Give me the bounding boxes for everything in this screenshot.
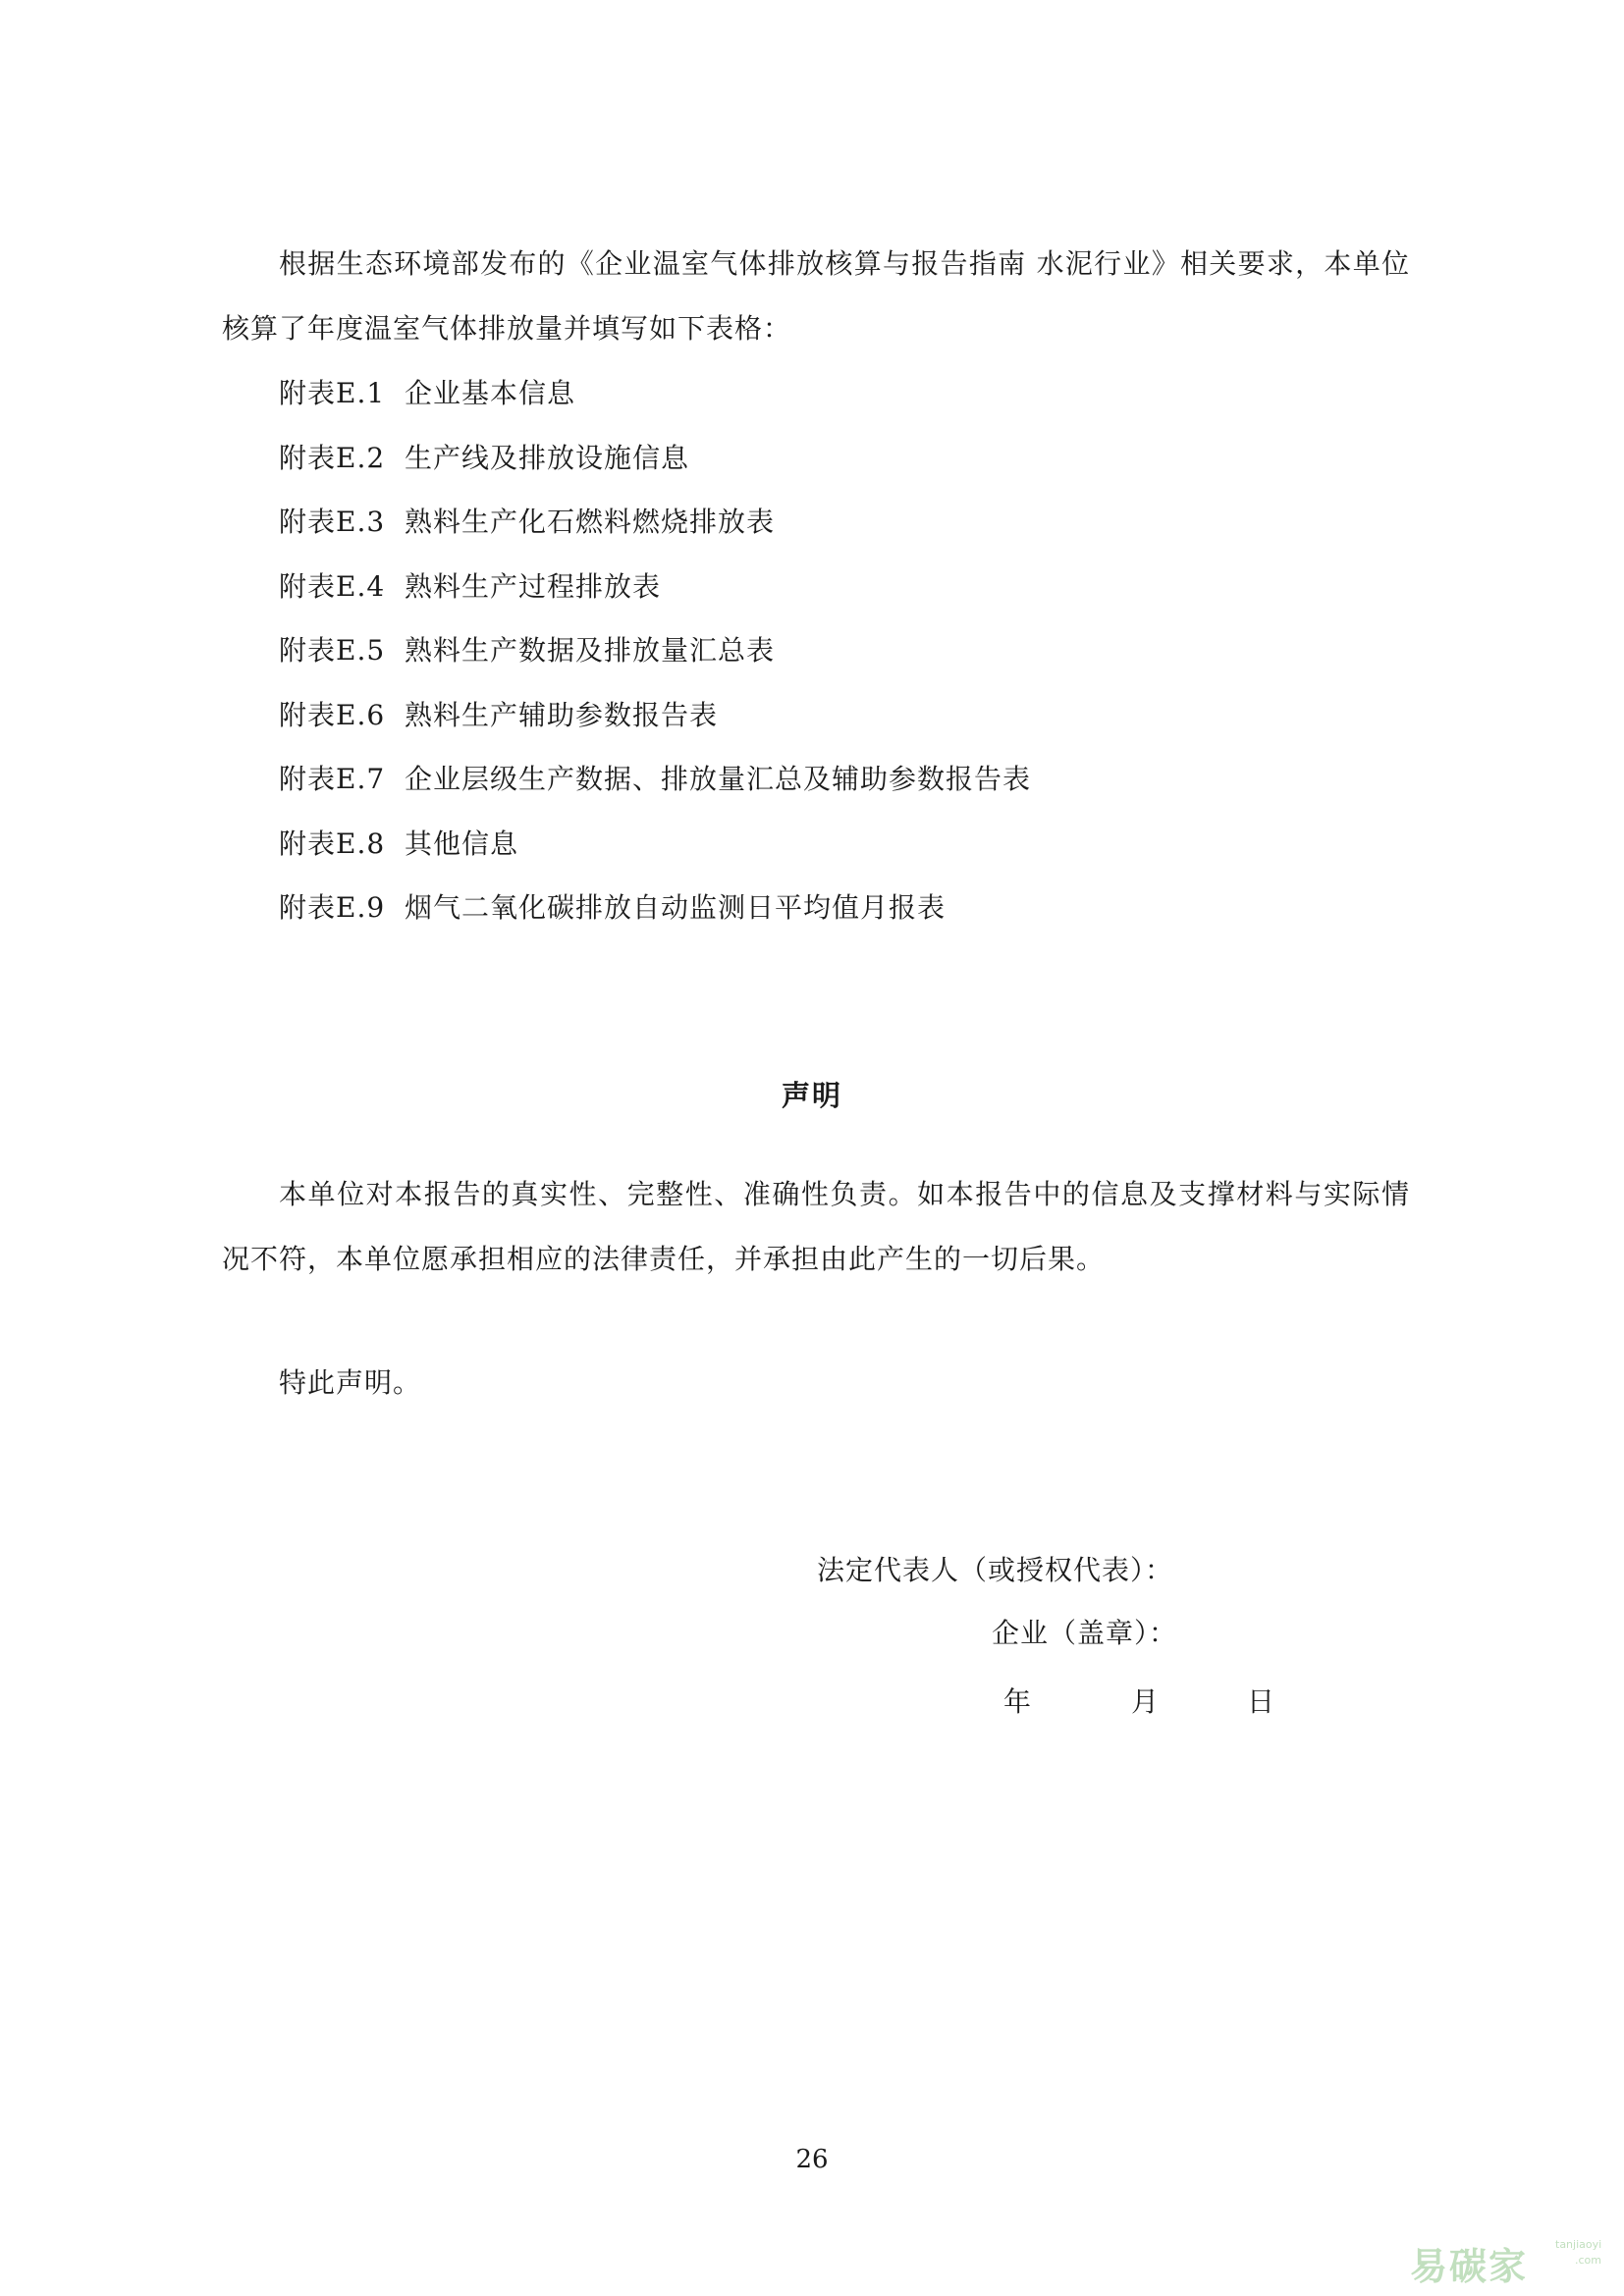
company-seal-label: 企业（盖章）： — [992, 1617, 1178, 1649]
appendix-title: 企业基本信息 — [405, 377, 576, 409]
appendix-item — [279, 490, 1031, 555]
date-month-label: 月 — [1131, 1685, 1160, 1718]
appendix-code: 附表E.5 — [279, 634, 386, 667]
watermark-domain-suffix: .com — [1575, 2254, 1601, 2267]
appendix-code: 附表E.2 — [279, 441, 386, 474]
declaration-closing: 特此声明。 — [279, 1366, 422, 1399]
representative-signature-label: 法定代表人（或授权代表）： — [817, 1554, 1174, 1586]
watermark-logo — [1410, 2232, 1606, 2288]
appendix-title: 熟料生产化石燃料燃烧排放表 — [405, 506, 776, 538]
appendix-item — [279, 812, 1031, 877]
appendix-item — [279, 361, 1031, 426]
appendix-item — [279, 747, 1031, 812]
appendix-code: 附表E.4 — [279, 569, 386, 603]
appendix-item — [279, 618, 1031, 683]
appendix-title: 熟料生产数据及排放量汇总表 — [405, 634, 776, 667]
appendix-item — [279, 555, 1031, 619]
appendix-item — [279, 876, 1031, 940]
watermark-brand: 易碳家 — [1410, 2245, 1529, 2288]
appendix-code: 附表E.8 — [279, 827, 386, 860]
appendix-list — [279, 361, 1031, 940]
appendix-title: 熟料生产过程排放表 — [405, 569, 662, 603]
appendix-title: 生产线及排放设施信息 — [405, 441, 690, 474]
appendix-code: 附表E.1 — [279, 377, 386, 409]
appendix-title: 其他信息 — [405, 827, 519, 860]
date-year-label: 年 — [1003, 1685, 1032, 1718]
appendix-code: 附表E.7 — [279, 763, 386, 795]
appendix-code: 附表E.6 — [279, 698, 386, 731]
watermark-domain: tanjiaoyi — [1555, 2238, 1602, 2251]
appendix-code: 附表E.3 — [279, 506, 386, 538]
appendix-title: 烟气二氧化碳排放自动监测日平均值月报表 — [405, 891, 947, 924]
appendix-code: 附表E.9 — [279, 891, 386, 924]
date-day-label: 日 — [1247, 1685, 1275, 1718]
appendix-item — [279, 426, 1031, 491]
appendix-item — [279, 683, 1031, 748]
appendix-title: 企业层级生产数据、排放量汇总及辅助参数报告表 — [405, 763, 1032, 795]
appendix-title: 熟料生产辅助参数报告表 — [405, 698, 719, 731]
intro-paragraph: 根据生态环境部发布的《企业温室气体排放核算与报告指南 水泥行业》相关要求，本单位核算了年度温室气体排放量并填写如下表格： — [222, 247, 1410, 345]
declaration-body: 本单位对本报告的真实性、完整性、准确性负责。如本报告中的信息及支撑材料与实际情况不符，本单位愿承担相应的法律责任，并承担由此产生的一切后果。 — [222, 1178, 1410, 1275]
declaration-heading: 声明 — [781, 1079, 842, 1112]
page-number: 26 — [795, 2145, 829, 2174]
